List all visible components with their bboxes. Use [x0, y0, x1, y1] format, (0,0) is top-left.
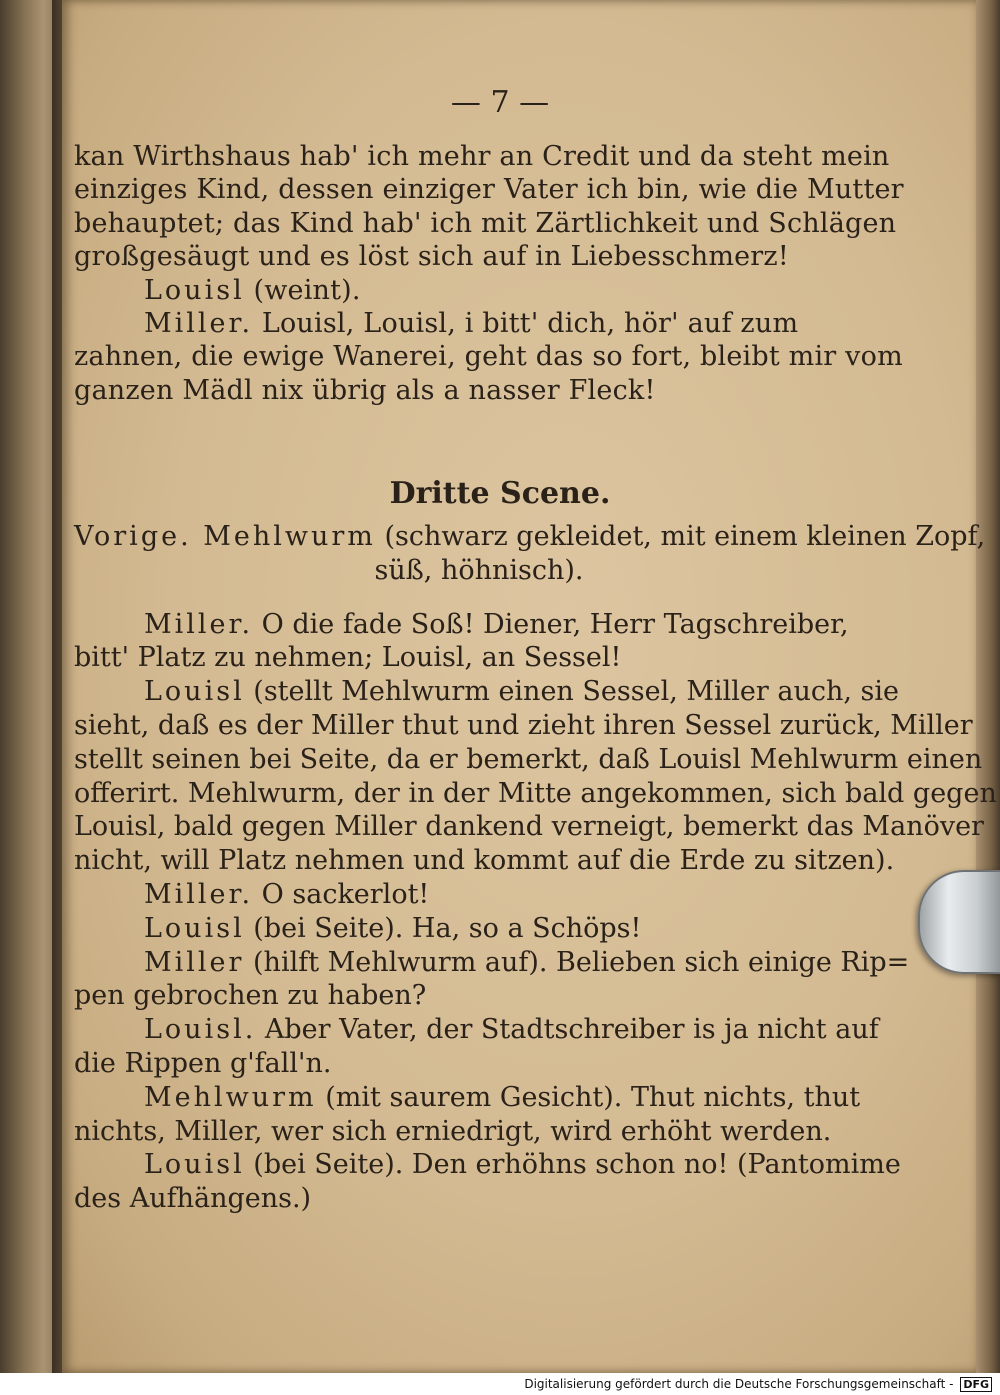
- speaker-name: Louisl: [144, 676, 245, 708]
- text-line: [74, 1182, 884, 1216]
- text-block-1: [74, 140, 904, 407]
- text-line: [74, 1013, 884, 1047]
- speaker-name: Miller.: [144, 878, 254, 910]
- line-text: Louisl, bald gegen Miller dankend verneigt, bemerkt das Manöver: [74, 811, 984, 843]
- text-line: [74, 878, 884, 912]
- text-line: [74, 520, 986, 554]
- text-line: [74, 709, 973, 743]
- line-text: Aber Vater, der Stadtschreiber is ja nicht auf: [256, 1014, 879, 1046]
- text-line: [74, 777, 997, 811]
- left-page-edge: [0, 0, 58, 1373]
- text-block-2: [74, 520, 997, 1216]
- line-text: Louisl, Louisl, i bitt' dich, hör' auf zum: [253, 308, 799, 340]
- line-text: die Rippen g'fall'n.: [74, 1047, 332, 1079]
- footer-bar: [0, 1373, 1000, 1395]
- text-line: [74, 307, 874, 340]
- speaker-name: Louisl: [144, 912, 245, 944]
- text-line: [74, 374, 874, 407]
- scene-title: Dritte Scene.: [389, 476, 611, 511]
- text-line: [74, 844, 895, 878]
- text-line: [74, 608, 884, 642]
- speaker-name: Miller.: [144, 608, 254, 640]
- dfg-logo: DFG: [960, 1377, 992, 1392]
- line-text: (hilft Mehlwurm auf). Belieben sich einige Rip=: [244, 946, 910, 978]
- text-line: [74, 979, 884, 1013]
- line-text: großgesäugt und es löst sich auf in Liebesschmerz!: [74, 241, 789, 273]
- footer-text: Digitalisierung gefördert durch die Deutsche Forschungsgemeinschaft -: [524, 1377, 954, 1391]
- line-text: (bei Seite). Ha, so a Schöps!: [244, 912, 642, 944]
- line-text: nichts, Miller, wer sich erniedrigt, wird erhöht werden.: [74, 1115, 832, 1147]
- speaker-name: Louisl.: [144, 1014, 257, 1046]
- line-text: einziges Kind, dessen einziger Vater ich bin, wie die Mutter: [74, 174, 904, 206]
- line-text: ganzen Mädl nix übrig als a nasser Fleck!: [74, 374, 656, 406]
- text-line: [74, 1148, 901, 1182]
- text-line: [74, 340, 903, 373]
- clip-tab: [918, 870, 1000, 974]
- text-line: [74, 675, 900, 709]
- line-text: (stellt Mehlwurm einen Sessel, Miller auch, sie: [244, 676, 900, 708]
- text-line: [74, 588, 884, 608]
- line-text: O sackerlot!: [253, 878, 430, 910]
- line-text: (mit saurem Gesicht). Thut nichts, thut: [316, 1081, 861, 1113]
- text-line: [74, 1081, 884, 1115]
- text-line: [74, 1115, 884, 1149]
- line-text: (bei Seite). Den erhöhns schon no! (Pantomime: [244, 1149, 901, 1181]
- speaker-name: Miller.: [144, 308, 254, 340]
- line-text: O die fade Soß! Diener, Herr Tagschreiber,: [253, 608, 849, 640]
- line-text: zahnen, die ewige Wanerei, geht das so fort, bleibt mir vom: [74, 341, 903, 373]
- text-line: [74, 1047, 884, 1081]
- footer-credit: [524, 1377, 992, 1392]
- page-number: — 7 —: [450, 85, 550, 120]
- text-line: [74, 912, 884, 946]
- text-line: [74, 946, 910, 980]
- text-line: [74, 743, 983, 777]
- line-text: bitt' Platz zu nehmen; Louisl, an Sessel!: [74, 642, 622, 674]
- line-text: (weint).: [244, 274, 361, 306]
- speaker-name: Mehlwurm: [144, 1081, 317, 1113]
- line-text: behauptet; das Kind hab' ich mit Zärtlichkeit und Schlägen: [74, 207, 897, 239]
- speaker-name: Louisl: [144, 274, 245, 306]
- text-line: [74, 173, 904, 206]
- line-text: nicht, will Platz nehmen und kommt auf die Erde zu sitzen).: [74, 845, 895, 877]
- speaker-name: Miller: [144, 946, 245, 978]
- text-line: [74, 240, 874, 273]
- line-text: stellt seinen bei Seite, da er bemerkt, daß Louisl Mehlwurm einen: [74, 743, 983, 775]
- text-line: [74, 207, 897, 240]
- line-text: offerirt. Mehlwurm, der in der Mitte angekommen, sich bald gegen: [74, 777, 997, 809]
- speaker-name: Vorige. Mehlwurm: [74, 521, 376, 552]
- line-text: kan Wirthshaus hab' ich mehr an Credit und da steht mein: [74, 141, 890, 172]
- line-text: sieht, daß es der Miller thut und zieht ihren Sessel zurück, Miller: [74, 709, 973, 741]
- line-text: des Aufhängens.): [74, 1183, 312, 1215]
- text-line: [74, 554, 884, 588]
- line-text: pen gebrochen zu haben?: [74, 980, 427, 1012]
- text-line: [74, 641, 884, 675]
- line-text: (schwarz gekleidet, mit einem kleinen Zopf,: [375, 521, 986, 552]
- text-line: [74, 140, 890, 173]
- line-text: süß, höhnisch).: [374, 554, 584, 586]
- right-page-edge: [976, 0, 1000, 1373]
- speaker-name: Louisl: [144, 1149, 245, 1181]
- text-line: [74, 810, 984, 844]
- text-line: [74, 274, 874, 307]
